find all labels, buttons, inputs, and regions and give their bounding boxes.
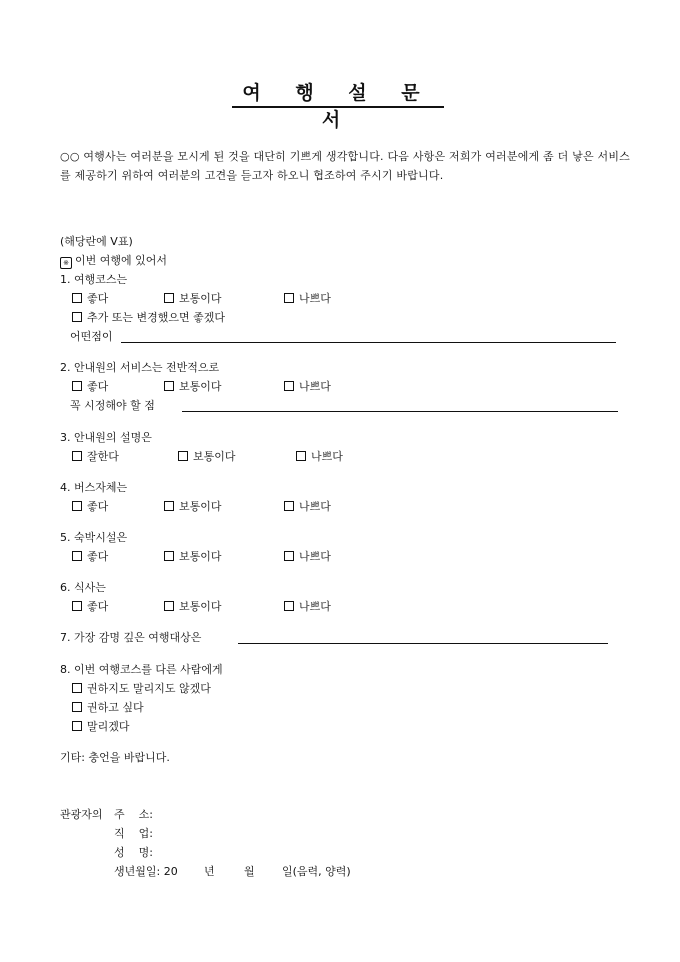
checkbox-icon[interactable] bbox=[178, 451, 188, 461]
checkbox-icon[interactable] bbox=[284, 381, 294, 391]
checkbox-icon[interactable] bbox=[72, 721, 82, 731]
checkbox-icon[interactable] bbox=[164, 501, 174, 511]
checkbox-icon[interactable] bbox=[164, 381, 174, 391]
q8-option-discourage[interactable]: 말리겠다 bbox=[72, 720, 130, 734]
checkbox-icon[interactable] bbox=[72, 381, 82, 391]
checkbox-icon[interactable] bbox=[72, 312, 82, 322]
q8-label: 8. 이번 여행코스를 다른 사람에게 bbox=[60, 663, 223, 676]
checkbox-icon[interactable] bbox=[164, 601, 174, 611]
q3-label: 3. 안내원의 설명은 bbox=[60, 431, 152, 444]
checkbox-icon[interactable] bbox=[72, 501, 82, 511]
q3-option-normal[interactable]: 보통이다 bbox=[178, 450, 236, 464]
checkbox-icon[interactable] bbox=[72, 601, 82, 611]
q2-label: 2. 안내원의 서비스는 전반적으로 bbox=[60, 361, 220, 374]
q1-fill-label: 어떤점이 bbox=[70, 330, 113, 343]
q6-option-normal[interactable]: 보통이다 bbox=[164, 600, 222, 614]
q5-label: 5. 숙박시설은 bbox=[60, 531, 128, 544]
q7-label: 7. 가장 감명 깊은 여행대상은 bbox=[60, 631, 202, 644]
q3-option-good[interactable]: 잘한다 bbox=[72, 450, 119, 464]
footer-day: 일(음력, 양력) bbox=[282, 865, 351, 878]
checkbox-icon[interactable] bbox=[284, 551, 294, 561]
q6-option-good[interactable]: 좋다 bbox=[72, 600, 108, 614]
q2-answer-line[interactable] bbox=[182, 411, 618, 412]
q5-option-good[interactable]: 좋다 bbox=[72, 550, 108, 564]
q8-option-neutral[interactable]: 권하지도 말리지도 않겠다 bbox=[72, 682, 211, 696]
checkbox-icon[interactable] bbox=[284, 501, 294, 511]
footer-year: 년 bbox=[204, 865, 215, 878]
checkbox-icon[interactable] bbox=[72, 451, 82, 461]
page-title: 여 행 설 문 서 bbox=[242, 82, 434, 131]
checkbox-icon[interactable] bbox=[72, 551, 82, 561]
footer-address: 주 소: bbox=[114, 808, 153, 821]
q1-option-bad[interactable]: 나쁘다 bbox=[284, 292, 331, 306]
q1-option-change[interactable]: 추가 또는 변경했으면 좋겠다 bbox=[72, 311, 225, 325]
q1-label: 1. 여행코스는 bbox=[60, 273, 128, 286]
checkbox-icon[interactable] bbox=[72, 683, 82, 693]
footer-job: 직 업: bbox=[114, 827, 153, 840]
q4-option-normal[interactable]: 보통이다 bbox=[164, 500, 222, 514]
q4-label: 4. 버스자체는 bbox=[60, 481, 128, 494]
q5-option-bad[interactable]: 나쁘다 bbox=[284, 550, 331, 564]
footer-name: 성 명: bbox=[114, 846, 153, 859]
q6-label: 6. 식사는 bbox=[60, 581, 106, 594]
checkbox-icon[interactable] bbox=[164, 551, 174, 561]
q2-option-good[interactable]: 좋다 bbox=[72, 380, 108, 394]
preface-text: 이번 여행에 있어서 bbox=[75, 254, 168, 267]
footer-prefix: 관광자의 bbox=[60, 808, 103, 821]
q2-option-normal[interactable]: 보통이다 bbox=[164, 380, 222, 394]
checkbox-icon[interactable] bbox=[296, 451, 306, 461]
title-underline bbox=[232, 106, 444, 108]
q8-option-recommend[interactable]: 권하고 싶다 bbox=[72, 701, 144, 715]
other-comments: 기타: 충언을 바랍니다. bbox=[60, 751, 170, 764]
q1-answer-line[interactable] bbox=[121, 342, 616, 343]
q4-option-good[interactable]: 좋다 bbox=[72, 500, 108, 514]
footer-birth-label: 생년월일: 20 bbox=[114, 865, 178, 878]
preface-line bbox=[60, 254, 167, 269]
q3-option-bad[interactable]: 나쁘다 bbox=[296, 450, 343, 464]
q2-fill-label: 꼭 시정해야 할 점 bbox=[70, 399, 155, 412]
checkbox-icon[interactable] bbox=[72, 702, 82, 712]
checkbox-icon[interactable] bbox=[72, 293, 82, 303]
checkbox-icon[interactable] bbox=[284, 601, 294, 611]
intro-paragraph: ○○ 여행사는 여러분을 모시게 된 것을 대단히 기쁘게 생각합니다. 다음 사항은 저희가 여러분에게 좀 더 낳은 서비스를 제공하기 위하여 여러분의 고견을 듣고자 하오니 협조하여 주시기 바랍니다. bbox=[60, 150, 630, 182]
q1-option-normal[interactable]: 보통이다 bbox=[164, 292, 222, 306]
q6-option-bad[interactable]: 나쁘다 bbox=[284, 600, 331, 614]
instruction-text: (해당란에 V표) bbox=[60, 235, 133, 248]
checkbox-icon[interactable] bbox=[164, 293, 174, 303]
q2-option-bad[interactable]: 나쁘다 bbox=[284, 380, 331, 394]
note-symbol-icon: ※ bbox=[60, 257, 72, 269]
q7-answer-line[interactable] bbox=[238, 643, 608, 644]
q4-option-bad[interactable]: 나쁘다 bbox=[284, 500, 331, 514]
q5-option-normal[interactable]: 보통이다 bbox=[164, 550, 222, 564]
checkbox-icon[interactable] bbox=[284, 293, 294, 303]
q1-option-good[interactable]: 좋다 bbox=[72, 292, 108, 306]
footer-month: 월 bbox=[244, 865, 255, 878]
